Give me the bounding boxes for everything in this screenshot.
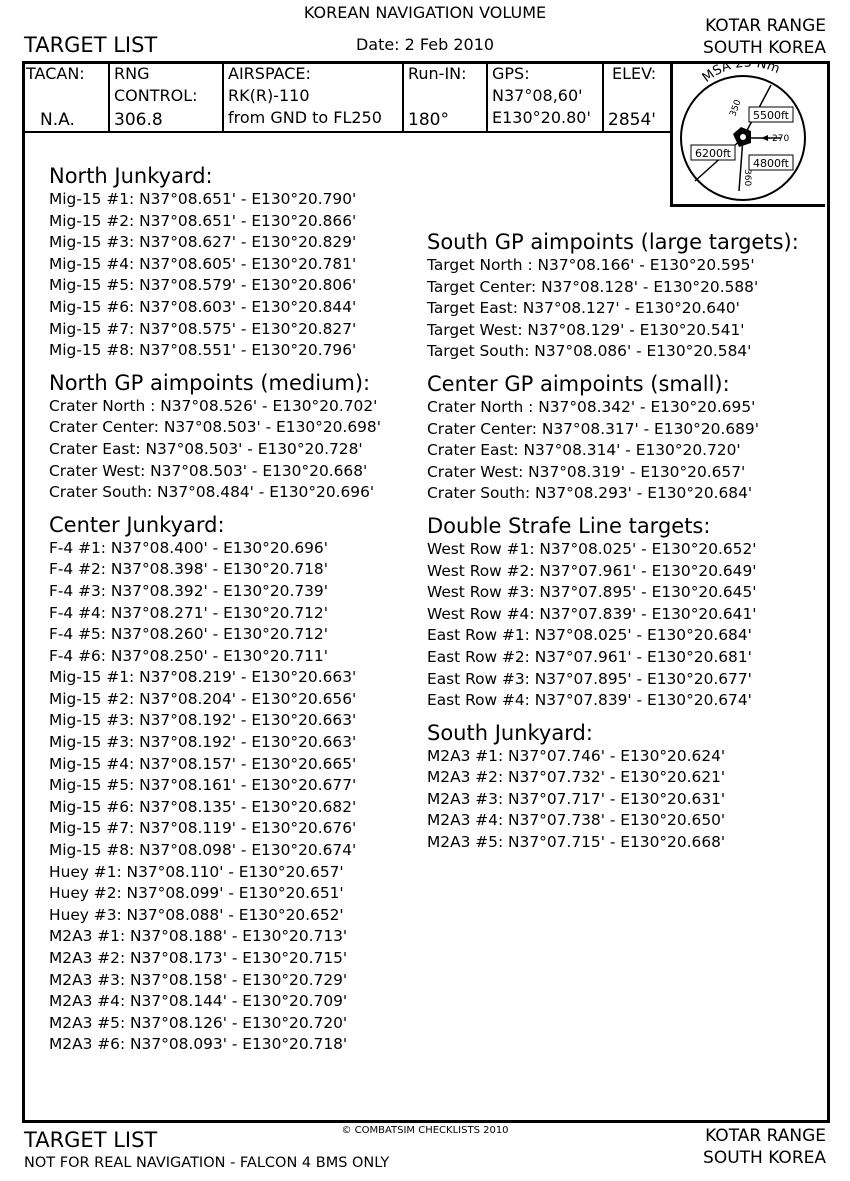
rng-label-2: CONTROL:	[114, 86, 198, 105]
target-entry: F-4 #4: N37°08.271' - E130°20.712'	[49, 603, 328, 622]
left-column	[49, 163, 381, 1064]
msa-panel	[670, 61, 825, 207]
target-entry: M2A3 #5: N37°07.715' - E130°20.668'	[427, 833, 726, 852]
target-entry: M2A3 #3: N37°08.158' - E130°20.729'	[49, 970, 348, 989]
target-entry: East Row #2: N37°07.961' - E130°20.681'	[427, 647, 752, 666]
target-entry: Crater North : N37°08.526' - E130°20.702'	[49, 396, 378, 415]
copyright-notice: © COMBATSIM CHECKLISTS 2010	[341, 1125, 509, 1136]
target-entry: Mig-15 #2: N37°08.204' - E130°20.656'	[49, 689, 357, 708]
elev-cell	[604, 61, 672, 131]
rng-control-cell	[110, 61, 224, 131]
target-entry: Crater West: N37°08.503' - E130°20.668'	[49, 461, 368, 480]
gps-label: GPS:	[492, 64, 530, 83]
target-entry: M2A3 #1: N37°07.746' - E130°20.624'	[427, 746, 726, 765]
disclaimer: NOT FOR REAL NAVIGATION - FALCON 4 BMS ONLY	[24, 1155, 390, 1171]
target-entry: Huey #3: N37°08.088' - E130°20.652'	[49, 905, 344, 924]
tacan-label: TACAN:	[26, 64, 85, 83]
target-section	[427, 720, 799, 854]
gps-line-1: N37°08,60'	[492, 86, 583, 105]
target-section	[49, 163, 381, 362]
target-entry: Mig-15 #3: N37°08.627' - E130°20.829'	[49, 233, 357, 252]
target-entry: Crater East: N37°08.314' - E130°20.720'	[427, 441, 741, 460]
section-title: Center GP aimpoints (small):	[427, 371, 730, 396]
arrow-icon	[761, 135, 768, 141]
target-entry: East Row #4: N37°07.839' - E130°20.674'	[427, 691, 752, 710]
target-entry: Mig-15 #3: N37°08.192' - E130°20.663'	[49, 733, 357, 752]
center-marker-icon	[740, 134, 746, 140]
target-entry: Mig-15 #6: N37°08.603' - E130°20.844'	[49, 297, 357, 316]
page-title: TARGET LIST	[24, 33, 158, 57]
target-section	[427, 371, 799, 505]
msa-diagram	[673, 61, 825, 204]
target-entry: M2A3 #3: N37°07.717' - E130°20.631'	[427, 789, 726, 808]
target-entry: M2A3 #2: N37°08.173' - E130°20.715'	[49, 949, 348, 967]
target-entry: East Row #3: N37°07.895' - E130°20.677'	[427, 669, 752, 688]
gps-cell	[488, 61, 604, 131]
tacan-value: N.A.	[40, 110, 75, 130]
target-entry: West Row #4: N37°07.839' - E130°20.641'	[427, 604, 757, 623]
elev-label: ELEV:	[612, 64, 657, 83]
airspace-cell	[224, 61, 404, 131]
bearing-350-label: 350	[728, 98, 744, 119]
target-entry: F-4 #1: N37°08.400' - E130°20.696'	[49, 538, 328, 557]
target-entry: Target East: N37°08.127' - E130°20.640'	[427, 299, 740, 318]
target-entry: M2A3 #4: N37°07.738' - E130°20.650'	[427, 811, 726, 830]
target-entry: West Row #1: N37°08.025' - E130°20.652'	[427, 539, 757, 558]
section-title: Double Strafe Line targets:	[427, 513, 711, 538]
info-bar	[22, 61, 672, 133]
target-section	[427, 513, 799, 712]
footer-range-line-2: SOUTH KOREA	[703, 1148, 826, 1168]
target-entry: F-4 #3: N37°08.392' - E130°20.739'	[49, 581, 328, 600]
date-label: Date: 2 Feb 2010	[355, 35, 495, 54]
target-entry: Mig-15 #1: N37°08.219' - E130°20.663'	[49, 668, 357, 687]
section-title: Center Junkyard:	[49, 512, 225, 537]
airspace-line-2: from GND to FL250	[228, 108, 382, 127]
tacan-cell	[22, 61, 110, 131]
target-entry: Target West: N37°08.129' - E130°20.541'	[427, 320, 745, 339]
target-entry: M2A3 #4: N37°08.144' - E130°20.709'	[49, 992, 348, 1011]
target-entry: Mig-15 #5: N37°08.161' - E130°20.677'	[49, 776, 357, 795]
target-entry: Mig-15 #1: N37°08.651' - E130°20.790'	[49, 190, 357, 208]
target-entry: M2A3 #1: N37°08.188' - E130°20.713'	[49, 927, 348, 946]
target-entry: Crater South: N37°08.293' - E130°20.684'	[427, 484, 753, 503]
right-column	[427, 229, 799, 862]
alt-w-label: 6200ft	[695, 147, 731, 160]
target-entry: East Row #1: N37°08.025' - E130°20.684'	[427, 626, 752, 645]
run-in-cell	[404, 61, 488, 131]
target-entry: Huey #2: N37°08.099' - E130°20.651'	[49, 884, 344, 903]
target-entry: Mig-15 #4: N37°08.157' - E130°20.665'	[49, 754, 357, 773]
target-entry: Mig-15 #8: N37°08.551' - E130°20.796'	[49, 341, 357, 360]
elev-value: 2854'	[608, 110, 656, 130]
target-section	[49, 512, 381, 1056]
section-title: South Junkyard:	[427, 720, 593, 745]
footer-range-line-1: KOTAR RANGE	[705, 1126, 826, 1146]
target-entry: F-4 #2: N37°08.398' - E130°20.718'	[49, 560, 328, 579]
rng-value: 306.8	[114, 110, 163, 130]
range-line-1: KOTAR RANGE	[705, 16, 826, 36]
run-in-value: 180°	[408, 110, 449, 130]
target-entry: Mig-15 #2: N37°08.651' - E130°20.866'	[49, 211, 357, 230]
airspace-line-1: RK(R)-110	[228, 86, 310, 105]
target-entry: Mig-15 #7: N37°08.575' - E130°20.827'	[49, 319, 357, 338]
target-entry: Target South: N37°08.086' - E130°20.584'	[427, 342, 752, 361]
target-entry: Target North : N37°08.166' - E130°20.595'	[427, 256, 755, 274]
target-entry: M2A3 #5: N37°08.126' - E130°20.720'	[49, 1013, 348, 1032]
section-title: South GP aimpoints (large targets):	[427, 230, 799, 254]
airspace-label: AIRSPACE:	[228, 64, 311, 83]
bearing-360-label: 360	[742, 169, 752, 187]
msa-title: MSA 25 Nm	[699, 61, 782, 86]
target-entry: Target Center: N37°08.128' - E130°20.588'	[427, 277, 759, 296]
volume-title: KOREAN NAVIGATION VOLUME	[303, 3, 547, 22]
target-entry: M2A3 #2: N37°07.732' - E130°20.621'	[427, 768, 726, 787]
bearing-270-label: 270	[772, 134, 790, 144]
target-entry: Huey #1: N37°08.110' - E130°20.657'	[49, 862, 344, 881]
target-entry: Crater Center: N37°08.503' - E130°20.698'	[49, 418, 381, 437]
target-entry: West Row #2: N37°07.961' - E130°20.649'	[427, 561, 757, 580]
alt-ne-label: 5500ft	[753, 109, 789, 122]
rng-label-1: RNG	[114, 64, 150, 83]
target-entry: Crater East: N37°08.503' - E130°20.728'	[49, 439, 363, 458]
target-section	[427, 229, 799, 363]
target-entry: Mig-15 #7: N37°08.119' - E130°20.676'	[49, 819, 357, 838]
section-title: North Junkyard:	[49, 164, 213, 188]
target-entry: Crater West: N37°08.319' - E130°20.657'	[427, 462, 746, 481]
gps-line-2: E130°20.80'	[492, 108, 591, 127]
target-section	[49, 370, 381, 504]
target-entry: Crater South: N37°08.484' - E130°20.696'	[49, 483, 375, 502]
target-entry: F-4 #6: N37°08.250' - E130°20.711'	[49, 646, 328, 665]
target-entry: M2A3 #6: N37°08.093' - E130°20.718'	[49, 1035, 348, 1054]
range-name-header	[703, 15, 826, 59]
target-entry: Crater Center: N37°08.317' - E130°20.689'	[427, 419, 759, 438]
target-entry: Mig-15 #8: N37°08.098' - E130°20.674'	[49, 841, 357, 860]
target-entry: Mig-15 #3: N37°08.192' - E130°20.663'	[49, 711, 357, 730]
target-entry: Crater North : N37°08.342' - E130°20.695'	[427, 397, 756, 416]
run-in-label: Run-IN:	[408, 64, 467, 83]
range-line-2: SOUTH KOREA	[703, 38, 826, 58]
footer-title: TARGET LIST	[24, 1128, 158, 1152]
section-title: North GP aimpoints (medium):	[49, 370, 371, 395]
target-entry: Mig-15 #5: N37°08.579' - E130°20.806'	[49, 276, 357, 295]
target-entry: F-4 #5: N37°08.260' - E130°20.712'	[49, 625, 328, 644]
target-entry: Mig-15 #4: N37°08.605' - E130°20.781'	[49, 254, 357, 273]
alt-se-label: 4800ft	[753, 157, 789, 170]
target-entry: Mig-15 #6: N37°08.135' - E130°20.682'	[49, 797, 357, 816]
range-name-footer	[703, 1125, 826, 1169]
target-entry: West Row #3: N37°07.895' - E130°20.645'	[427, 583, 757, 602]
